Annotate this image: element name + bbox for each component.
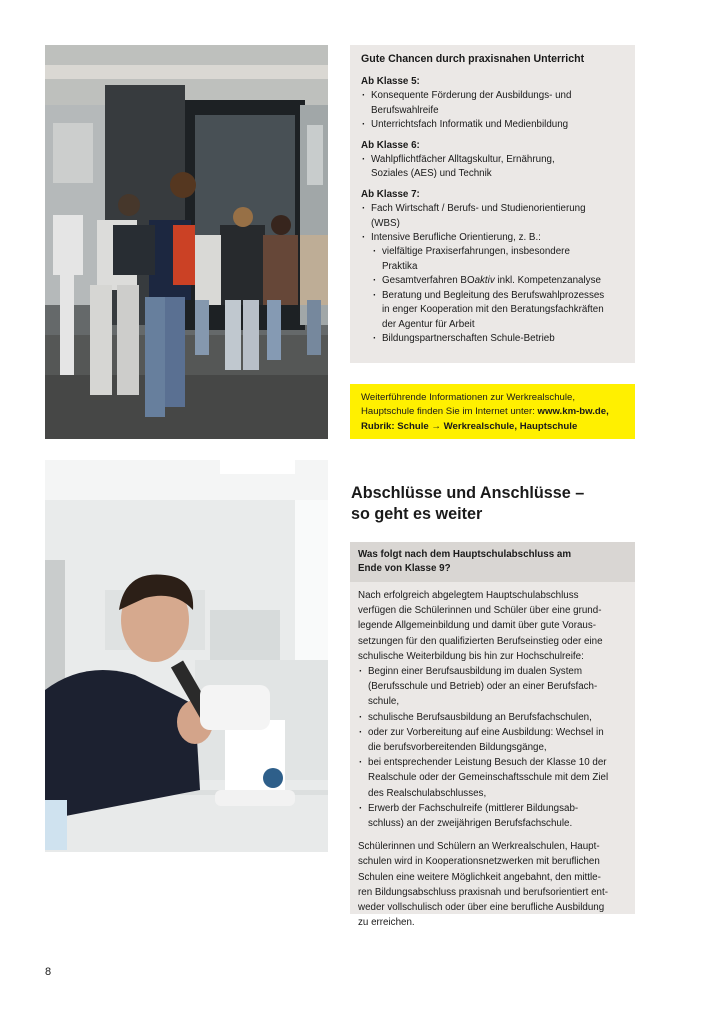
info-line-3: Rubrik: Schule → Werkrealschule, Hauptschule [361,420,578,432]
list-item: · oder zur Vorbereitung auf eine Ausbildung: Wechsel in die berufsvorbereitenden Bildungsgänge, [358,725,625,755]
class-5-heading: Ab Klasse 5: [361,76,420,87]
list-item: · Intensive Berufliche Orientierung, z. B.: [361,231,625,245]
info-line-2: Hauptschule finden Sie im Internet unter: www.km-bw.de, [361,406,609,418]
question-line-1: Was folgt nach dem Hauptschulabschluss am [358,549,572,560]
further-info-box [350,384,635,439]
page-number: 8 [45,966,52,978]
class-6-heading: Ab Klasse 6: [361,139,420,151]
list-item: · schulische Berufsausbildung an Berufsfachschulen, [358,710,625,725]
list-item: · bei entsprechender Leistung Besuch der Klasse 10 der Realschule oder der Gemeinschaftsschule mit dem Ziel des Realschulabschlusses, [358,755,625,801]
class-7-heading: Ab Klasse 7: [361,188,420,200]
list-item: · Konsequente Förderung der Ausbildungs- und Berufswahlreife [361,89,625,118]
question-box [350,542,635,582]
list-item: · Bildungspartnerschaften Schule-Betrieb [372,332,625,346]
students-entering-school-photo [45,45,328,439]
list-item: · Unterrichtsfach Informatik und Medienbildung [361,118,625,132]
list-item: · Fach Wirtschaft / Berufs- und Studienorientierung (WBS) [361,202,625,231]
options-list [358,664,625,831]
class-5-list [361,89,625,132]
list-item: · Wahlpflichtfächer Alltagskultur, Ernährung, Soziales (AES) und Technik [361,153,625,182]
list-item: · Erwerb der Fachschulreife (mittlerer Bildungsab- schluss) an der zweijährigen Berufsfachschule. [358,801,625,831]
intro-paragraph: Nach erfolgreich abgelegtem Hauptschulabschluss verfügen die Schülerinnen und Schüler über eine grund- legende Allgemeinbildung und damit über gute Voraus- setzungen für den qualifizierten Berufseinstieg oder eine schulische Weiterbildung bis hin zur Hochschulreife: [358,590,603,662]
list-item: · vielfältige Praxiserfahrungen, insbesondere Praktika [372,245,625,274]
section-heading-line-2: so geht es weiter [351,505,483,523]
question-line-2: Ende von Klasse 9? [358,563,451,574]
student-microscope-photo [45,460,328,852]
orientation-sublist [361,245,625,346]
practical-education-title: Gute Chancen durch praxisnahen Unterricht [361,53,585,65]
info-line-1: Weiterführende Informationen zur Werkrealschule, [361,392,576,403]
class-6-list [361,153,625,182]
section-heading [351,483,641,525]
section-heading-line-1: Abschlüsse und Anschlüsse – [351,484,585,502]
km-bw-link[interactable]: www.km-bw.de, [537,406,609,418]
list-item: · Beginn einer Berufsausbildung im dualen System (Berufsschule und Betrieb) oder an einer Berufsfach- schule, [358,664,625,710]
list-item: · Gesamtverfahren BOaktiv inkl. Kompetenzanalyse [372,274,625,288]
class-7-list [361,202,625,245]
practical-education-box [350,45,635,363]
list-item: · Beratung und Begleitung des Berufswahlprozesses in enger Kooperation mit den Beratungsfachkräften der Agentur für Arbeit [372,289,625,332]
outro-paragraph: Schülerinnen und Schülern an Werkrealschulen, Haupt- schulen wird in Kooperationsnetzwerken mit beruflichen Schulen eine weitere Möglichkeit angebahnt, den mittle- ren Bildungsabschluss praxisnah und berufsorientiert ent- weder vollschulisch oder über eine berufliche Ausbildung zu erreichen. [358,841,608,929]
answer-box [350,582,635,929]
